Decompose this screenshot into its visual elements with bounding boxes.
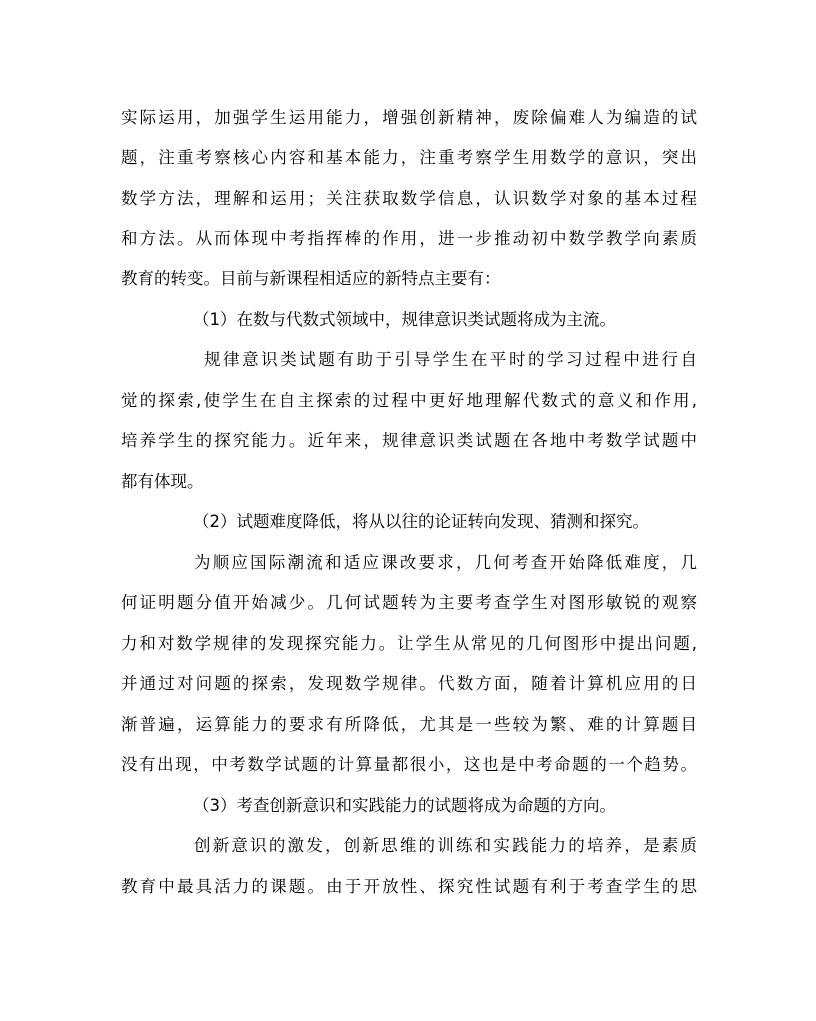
body-text-line: 规律意识类试题有助于引导学生在平时的学习过程中进行自 <box>204 350 697 369</box>
section-heading-1: （1）在数与代数式领域中，规律意识类试题将成为主流。 <box>193 310 616 329</box>
body-text-line: 何证明题分值开始减少。几何试题转为主要考查学生对图形敏锐的观察 <box>121 593 697 612</box>
body-text-line: 为顺应国际潮流和适应课改要求，几何考查开始降低难度，几 <box>194 553 697 572</box>
body-text-line: 培养学生的探究能力。近年来，规律意识类试题在各地中考数学试题中 <box>121 431 697 450</box>
body-text-line: 并通过对问题的探索，发现数学规律。代数方面，随着计算机应用的日 <box>121 674 697 693</box>
body-text-line: 实际运用，加强学生运用能力，增强创新精神，废除偏难人为编造的试 <box>121 108 697 127</box>
body-text-line: 渐普遍，运算能力的要求有所降低，尤其是一些较为繁、难的计算题目 <box>121 715 697 734</box>
body-text-line: 没有出现，中考数学试题的计算量都很小，这也是中考命题的一个趋势。 <box>121 755 697 774</box>
body-text-line: 教育的转变。目前与新课程相适应的新特点主要有： <box>121 269 501 288</box>
body-text-line: 数学方法，理解和运用；关注获取数学信息，认识数学对象的基本过程 <box>121 189 697 208</box>
body-text-line: 都有体现。 <box>121 472 204 491</box>
body-text-line: 教育中最具活力的课题。由于开放性、探究性试题有利于考查学生的思 <box>121 877 697 896</box>
section-heading-2: （2）试题难度降低，将从以往的论证转向发现、猜测和探究。 <box>193 512 649 531</box>
body-text-line: 力和对数学规律的发现探究能力。让学生从常见的几何图形中提出问题, <box>121 634 697 653</box>
body-text-line: 创新意识的激发，创新思维的训练和实践能力的培养，是素质 <box>194 836 697 855</box>
body-text-line: 题，注重考察核心内容和基本能力，注重考察学生用数学的意识，突出 <box>121 148 697 167</box>
section-heading-3: （3）考查创新意识和实践能力的试题将成为命题的方向。 <box>193 796 616 815</box>
body-text-line: 觉的探索,使学生在自主探索的过程中更好地理解代数式的意义和作用, <box>121 391 697 410</box>
body-text-line: 和方法。从而体现中考指挥棒的作用，进一步推动初中数学教学向素质 <box>121 229 697 248</box>
